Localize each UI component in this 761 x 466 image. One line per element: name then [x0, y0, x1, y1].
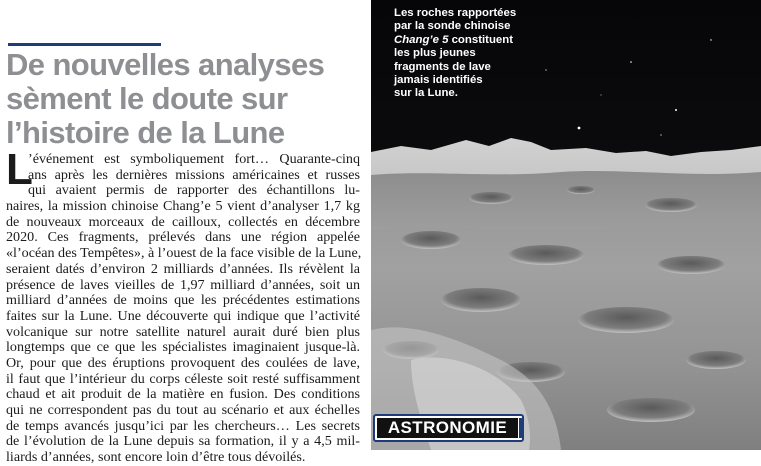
caption-line: par la sonde chinoise [394, 20, 511, 33]
caption-line: les plus jeunes [394, 47, 476, 60]
body-line: «l’océan des Tempêtes», à l’ouest de la face visible de la Lune, [6, 245, 362, 262]
body-line: 2020. Ces fragments, prélevés dans une région appelée [6, 229, 360, 246]
body-line: seraient datés d’environ 2 milliards d’années. Ils révèlent la [6, 260, 360, 277]
headline-line: De nouvelles analyses [6, 47, 325, 82]
body-line: de temps avancés jusqu’ici par les chercheurs… Les secrets [6, 417, 360, 434]
body-line: de nouveaux morceaux de cailloux, collectés en décembre [6, 213, 360, 230]
caption-line-rest: constituent [448, 33, 513, 46]
section-tag-edge [519, 418, 522, 438]
article-headline [6, 48, 366, 150]
body-line: volcanique sur notre satellite naturel aurait duré bien plus [6, 323, 360, 340]
caption-line: Les roches rapportées [394, 7, 517, 19]
caption-line [394, 34, 544, 47]
body-line: Or, pour que des éruptions provoquent des coulées de lave, [6, 354, 360, 371]
body-line: ’événement est symboliquement fort… Quarante-cinq [28, 151, 360, 167]
body-line: qui avaient permis de rapporter des échantillons lu- [28, 182, 360, 199]
body-line: milliard d’années de moins que les précédentes estimations [6, 292, 360, 309]
caption-line: fragments de lave [394, 60, 491, 73]
section-tag [373, 414, 524, 442]
article-body [6, 145, 362, 466]
body-line: il faut que l’intérieur du corps céleste soit resté suffisamment [6, 370, 360, 387]
section-tag-label: ASTRONOMIE [377, 418, 518, 438]
headline-line: l’histoire de la Lune [6, 115, 285, 150]
body-line: présence de laves vieilles de 1,97 milliard d’années, soit un [6, 276, 360, 293]
caption-probe-name: Chang’e 5 [394, 33, 449, 46]
body-line: de l’évolution de la Lune depuis sa formation, il y a 4,5 mil- [6, 433, 360, 450]
body-line: faites sur la Lune. Une découverte qui indique que l’activité [6, 307, 360, 324]
body-line: liards d’années, sont encore loin d’être tous dévoilés. [6, 449, 306, 466]
body-line: ans après les dernières missions américaines et russes [28, 166, 360, 183]
caption-line: sur la Lune. [394, 87, 458, 100]
headline-rule [8, 43, 161, 46]
body-line: chaud et ait produit de la matière en fusion. Des conditions [6, 386, 360, 403]
drop-cap: L [6, 145, 33, 194]
body-line: naires, la mission chinoise Chang’e 5 vient d’analyser 1,7 kg [6, 198, 360, 215]
photo-caption [394, 7, 544, 101]
body-line: qui ne correspondent pas du tout au scénario et aux échelles [6, 402, 360, 418]
headline-line: sèment le doute sur [6, 81, 288, 116]
caption-line: jamais identifiés [394, 74, 483, 87]
body-line: longtemps que ce que les spécialistes imaginaient jusque-là. [6, 339, 360, 356]
